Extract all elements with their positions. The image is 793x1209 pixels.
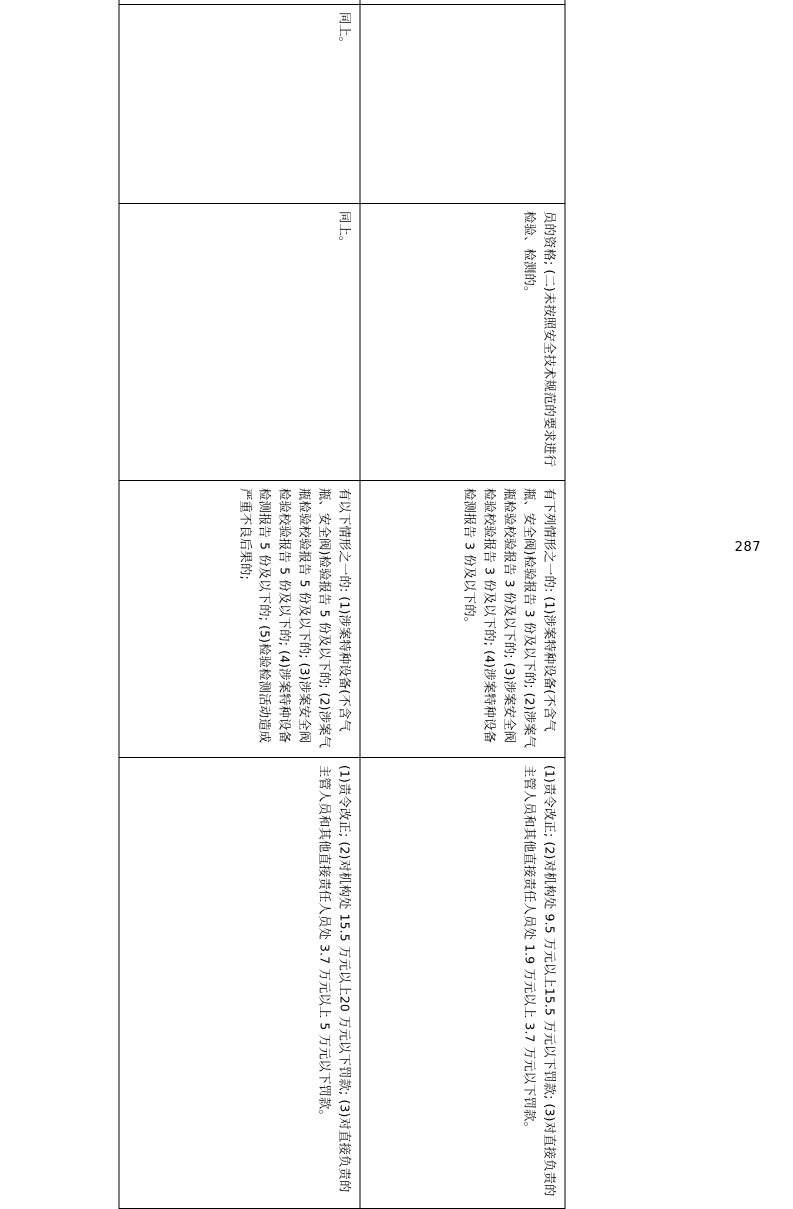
circumstance-cell: 有下列情形之一的: (1)涉案特种设备(不含气瓶、安全阀)检验报告 3 份及以下的; (2)涉案气瓶检验校验报告 3 份及以下的; (3)涉案安全阀检验校验报告 3 份及以下的; (4)涉案特种设备检测报告 3 份及以下的。 [360, 481, 565, 758]
penalty-table-wrapper [118, 12, 565, 1197]
violation-description-cell: 员的资格; (二)未按照安全技术规范的要求进行检验、检测的。 [360, 204, 565, 481]
penalty-cell: (1)责令改正; (2)对机构处 15.5 万元以上20 万元以下罚款; (3)对直接负责的主管人员和其他直接责任人员处 3.7 万元以上 5 万元以下罚款。 [119, 758, 360, 1209]
violation-description-cell: 同上。 [119, 204, 360, 481]
row-same-cell [360, 5, 565, 204]
row-same-cell: 同上。 [119, 5, 360, 204]
page-number: 287 [734, 540, 761, 555]
circumstance-cell: 有以下情形之一的: (1)涉案特种设备(不含气瓶、安全阀)检验报告 5 份及以下的; (2)涉案气瓶检验校验报告 5 份及以下的; (3)涉案安全阀检验校验报告 5 份及以下的; (4)涉案特种设备检测报告 5 份及以下的; (5)检验检测活动造成严重不良后果的; [119, 481, 360, 758]
table-row [360, 0, 565, 1209]
penalty-table [118, 0, 565, 1209]
table-row [119, 0, 360, 1209]
penalty-cell: (1)责令改正; (2)对机构处 9.5 万元以上15.5 万元以下罚款; (3)对直接负责的主管人员和其他直接责任人员处 1.9 万元以上 3.7 万元以下罚款。 [360, 758, 565, 1209]
